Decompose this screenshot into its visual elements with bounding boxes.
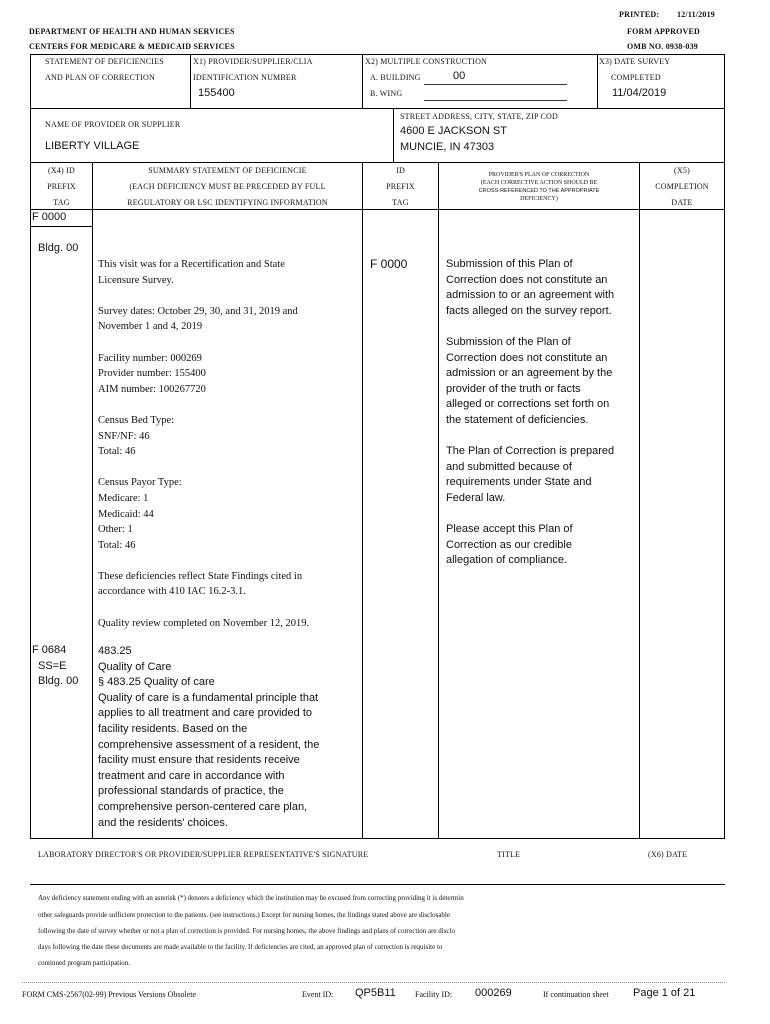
address-label: STREET ADDRESS, CITY, STATE, ZIP COD bbox=[400, 112, 558, 121]
footnote-line-3: following the date of survey whether or not a plan of correction is provided. For nursing homes, the above findings and plans of correction are disclo bbox=[38, 927, 455, 935]
provider-name-label: NAME OF PROVIDER OR SUPPLIER bbox=[45, 120, 181, 129]
summary-header-1: SUMMARY STATEMENT OF DEFICIENCIE bbox=[148, 166, 307, 175]
centers-name: CENTERS FOR MEDICARE & MEDICAID SERVICES bbox=[29, 42, 235, 51]
bldg-label-2: Bldg. 00 bbox=[38, 675, 79, 687]
facility-id-label: Facility ID: bbox=[415, 990, 453, 999]
form-number: FORM CMS-2567(02-99) Previous Versions Obsolete bbox=[22, 990, 197, 999]
plan-header-3: CROSS-REFERENCED TO THE APPROPRIATE bbox=[478, 188, 600, 194]
form-approved: FORM APPROVED bbox=[627, 27, 701, 36]
x5-header-1: (X5) bbox=[674, 166, 690, 175]
summary-statement: This visit was for a Recertification and State Licensure Survey. Survey dates: October 29, 30, and 31, 2019 and November 1 and 4, 2019 Facility number: 000269 Provider number: 155400 AIM number: 100267720 Census Bed Type: SNF/NF: 46 Total: 46 Census Payor Type: Medicare: 1 Medicaid: 44 Other: 1 Total: 46 These deficiencies reflect State Findings cited in accordance with 410 IAC 16.2-3.1. Quality review completed on November 12, 2019. bbox=[98, 259, 310, 629]
continuation-label: If continuation sheet bbox=[543, 990, 609, 999]
footnote-line-5: continued program participation. bbox=[38, 959, 130, 967]
facility-id-value: 000269 bbox=[475, 987, 512, 999]
quality-of-care-text: 483.25 Quality of Care § 483.25 Quality of care Quality of care is a fundamental principle that applies to all treatment and care provided to facility residents. Based on the comprehensive assessment of a resident, the facility must ensure that residents receive treatment and care in accordance with professional standards of practice, the comprehensive person-centered care plan, and the residents' choices. bbox=[98, 645, 320, 829]
summary-header-2: (EACH DEFICIENCY MUST BE PRECEDED BY FULL bbox=[129, 182, 326, 191]
ss-label: SS=E bbox=[38, 660, 67, 672]
address-line-1: 4600 E JACKSON ST bbox=[400, 125, 507, 137]
printed-label: PRINTED: bbox=[619, 10, 660, 19]
x1-label-1: X1) PROVIDER/SUPPLIER/CLIA bbox=[193, 57, 313, 66]
survey-date: 11/04/2019 bbox=[612, 87, 667, 99]
provider-name: LIBERTY VILLAGE bbox=[45, 140, 140, 152]
plan-header-2: (EACH CORRECTIVE ACTION SHOULD BE bbox=[480, 180, 598, 186]
title-label: TITLE bbox=[497, 850, 521, 859]
footnote-line-4: days following the date these documents are made available to the facility. If deficiencies are cited, an approved plan of correction is requisite to bbox=[38, 943, 443, 951]
id-prefix-tag: F 0000 bbox=[370, 257, 408, 271]
x4-header-2: PREFIX bbox=[47, 182, 76, 191]
plan-header-1: PROVIDER'S PLAN OF CORRECTION bbox=[488, 172, 590, 178]
x4-header-1: (X4) ID bbox=[48, 166, 75, 175]
statement-label-2: AND PLAN OF CORRECTION bbox=[45, 73, 155, 82]
page-number: Page 1 of 21 bbox=[633, 987, 696, 999]
building-label: A. BUILDING bbox=[370, 73, 421, 82]
x1-label-2: IDENTIFICATION NUMBER bbox=[193, 73, 297, 82]
footnote-line-1: Any deficiency statement ending with an asterisk (*) denotes a deficiency which the institution may be excused from correcting providing it is determin bbox=[38, 894, 464, 902]
x3-label-2: COMPLETED bbox=[611, 73, 661, 82]
address-line-2: MUNCIE, IN 47303 bbox=[400, 141, 495, 153]
summary-header-3: REGULATORY OR LSC IDENTIFYING INFORMATION bbox=[127, 198, 328, 207]
statement-label-1: STATEMENT OF DEFICIENCIES bbox=[45, 57, 164, 66]
provider-id-number: 155400 bbox=[198, 87, 235, 99]
event-id-label: Event ID: bbox=[302, 990, 334, 999]
tag-f0000: F 0000 bbox=[32, 211, 67, 223]
id-header-2: PREFIX bbox=[386, 182, 415, 191]
omb-number: OMB NO. 0938-039 bbox=[627, 42, 698, 51]
lab-director-signature-label: LABORATORY DIRECTOR'S OR PROVIDER/SUPPLIER REPRESENTATIVE'S SIGNATURE bbox=[38, 850, 369, 859]
bldg-label-1: Bldg. 00 bbox=[38, 242, 79, 254]
x3-label-1: X3) DATE SURVEY bbox=[599, 57, 671, 66]
building-value: 00 bbox=[453, 70, 466, 82]
x5-header-3: DATE bbox=[671, 198, 693, 207]
x5-header-2: COMPLETION bbox=[655, 182, 709, 191]
x6-date-label: (X6) DATE bbox=[648, 850, 688, 859]
id-header-3: TAG bbox=[392, 198, 409, 207]
id-header-1: ID bbox=[396, 166, 405, 175]
event-id-value: QP5B11 bbox=[355, 987, 396, 999]
tag-f0684: F 0684 bbox=[32, 644, 67, 656]
wing-label: B. WING bbox=[370, 89, 403, 98]
department-name: DEPARTMENT OF HEALTH AND HUMAN SERVICES bbox=[29, 27, 235, 36]
footnote-line-2: other safeguards provide sufficient protection to the patients. (see instructions.) Except for nursing homes, the findings stated above are disclosable bbox=[38, 911, 450, 919]
plan-of-correction: Submission of this Plan of Correction does not constitute an admission to or an agreement with facts alleged on the survey report. Submission of the Plan of Correction does not constitute an admission or an agreement by the provider of the truth or facts alleged or corrections set forth on the statement of deficiencies. The Plan of Correction is prepared and submitted because of requirements under State and Federal law. Please accept this Plan of Correction as our credible allegation of compliance. bbox=[446, 258, 615, 567]
x4-header-3: TAG bbox=[53, 198, 70, 207]
printed-date: 12/11/2019 bbox=[677, 10, 716, 19]
plan-header-4: DEFICIENCY) bbox=[520, 196, 558, 202]
x2-label: X2) MULTIPLE CONSTRUCTION bbox=[365, 57, 488, 66]
